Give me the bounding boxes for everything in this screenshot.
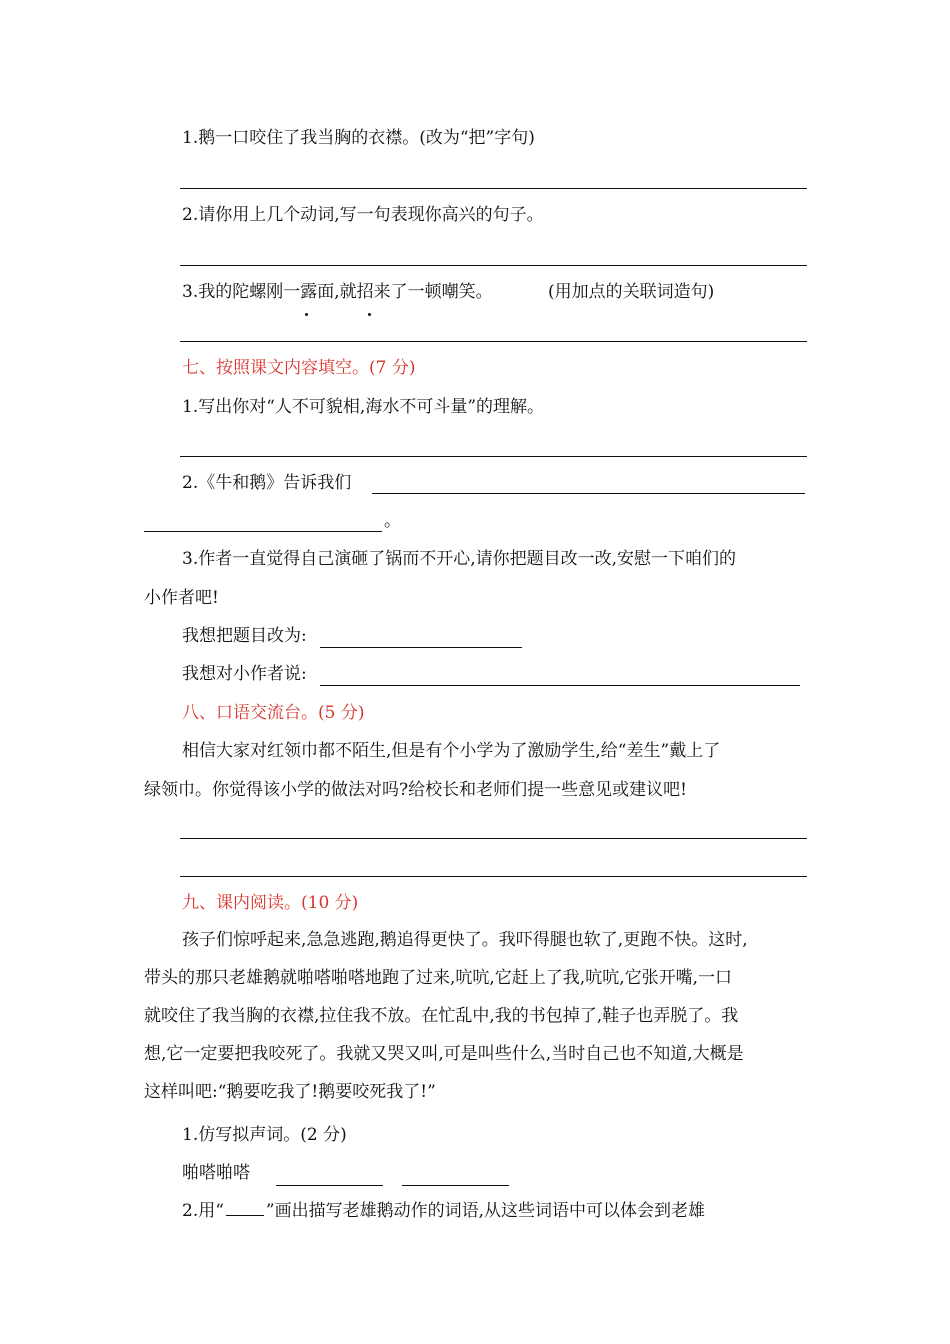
answer-line[interactable]	[180, 838, 807, 839]
answer-line[interactable]	[144, 531, 382, 532]
reading-passage-line-5: 这样叫吧:“鹅要吃我了!鹅要咬死我了!”	[144, 1082, 436, 1102]
section-8-paragraph-1: 相信大家对红领巾都不陌生,但是有个小学为了激励学生,给“差生”戴上了	[182, 741, 721, 761]
reading-passage-line-3: 就咬住了我当胸的衣襟,拉住我不放。在忙乱中,我的书包掉了,鞋子也弄脱了。我	[144, 1006, 739, 1026]
question-6-2: 2.请你用上几个动词,写一句表现你高兴的句子。	[182, 205, 544, 225]
answer-line[interactable]	[276, 1185, 383, 1186]
emphasis-dot	[305, 313, 308, 316]
question-9-2-start: 2.用“	[182, 1201, 224, 1221]
question-7-3-b: 我想对小作者说:	[182, 664, 307, 684]
question-9-1: 1.仿写拟声词。(2 分)	[182, 1125, 347, 1145]
question-7-3-a: 我想把题目改为:	[182, 626, 307, 646]
question-7-2: 2.《牛和鹅》告诉我们	[182, 473, 352, 493]
onomatopoeia-example: 啪嗒啪嗒	[182, 1163, 250, 1183]
underline-sample	[226, 1201, 264, 1216]
answer-line[interactable]	[372, 493, 805, 494]
question-7-1: 1.写出你对“人不可貌相,海水不可斗量”的理解。	[182, 397, 545, 417]
section-7-title: 七、按照课文内容填空。(7 分)	[182, 358, 416, 378]
answer-line[interactable]	[180, 456, 807, 457]
reading-passage-line-1: 孩子们惊呼起来,急急逃跑,鹅追得更快了。我吓得腿也软了,更跑不快。这时,	[182, 930, 748, 950]
question-6-1: 1.鹅一口咬住了我当胸的衣襟。(改为“把”字句)	[182, 128, 535, 148]
question-6-3-note: (用加点的关联词造句)	[548, 282, 715, 302]
answer-line[interactable]	[402, 1185, 509, 1186]
answer-line[interactable]	[180, 188, 807, 189]
reading-passage-line-2: 带头的那只老雄鹅就啪嗒啪嗒地跑了过来,吭吭,它赶上了我,吭吭,它张开嘴,一口	[144, 968, 733, 988]
question-9-2	[182, 1200, 705, 1222]
answer-line[interactable]	[320, 685, 800, 686]
answer-line[interactable]	[180, 265, 807, 266]
question-7-2-end: 。	[384, 511, 401, 531]
emphasis-dot	[368, 313, 371, 316]
question-7-3-line2: 小作者吧!	[144, 588, 219, 608]
answer-line[interactable]	[180, 341, 807, 342]
section-8-paragraph-2: 绿领巾。你觉得该小学的做法对吗?给校长和老师们提一些意见或建议吧!	[144, 780, 687, 800]
reading-passage-line-4: 想,它一定要把我咬死了。我就又哭又叫,可是叫些什么,当时自己也不知道,大概是	[144, 1044, 744, 1064]
answer-line[interactable]	[320, 647, 522, 648]
question-6-3: 3.我的陀螺刚一露面,就招来了一顿嘲笑。	[182, 282, 493, 302]
question-7-3-line1: 3.作者一直觉得自己演砸了锅而不开心,请你把题目改一改,安慰一下咱们的	[182, 549, 737, 569]
section-8-title: 八、口语交流台。(5 分)	[182, 703, 365, 723]
question-9-2-end: ”画出描写老雄鹅动作的词语,从这些词语中可以体会到老雄	[265, 1201, 706, 1221]
section-9-title: 九、课内阅读。(10 分)	[182, 893, 359, 913]
answer-line[interactable]	[180, 876, 807, 877]
